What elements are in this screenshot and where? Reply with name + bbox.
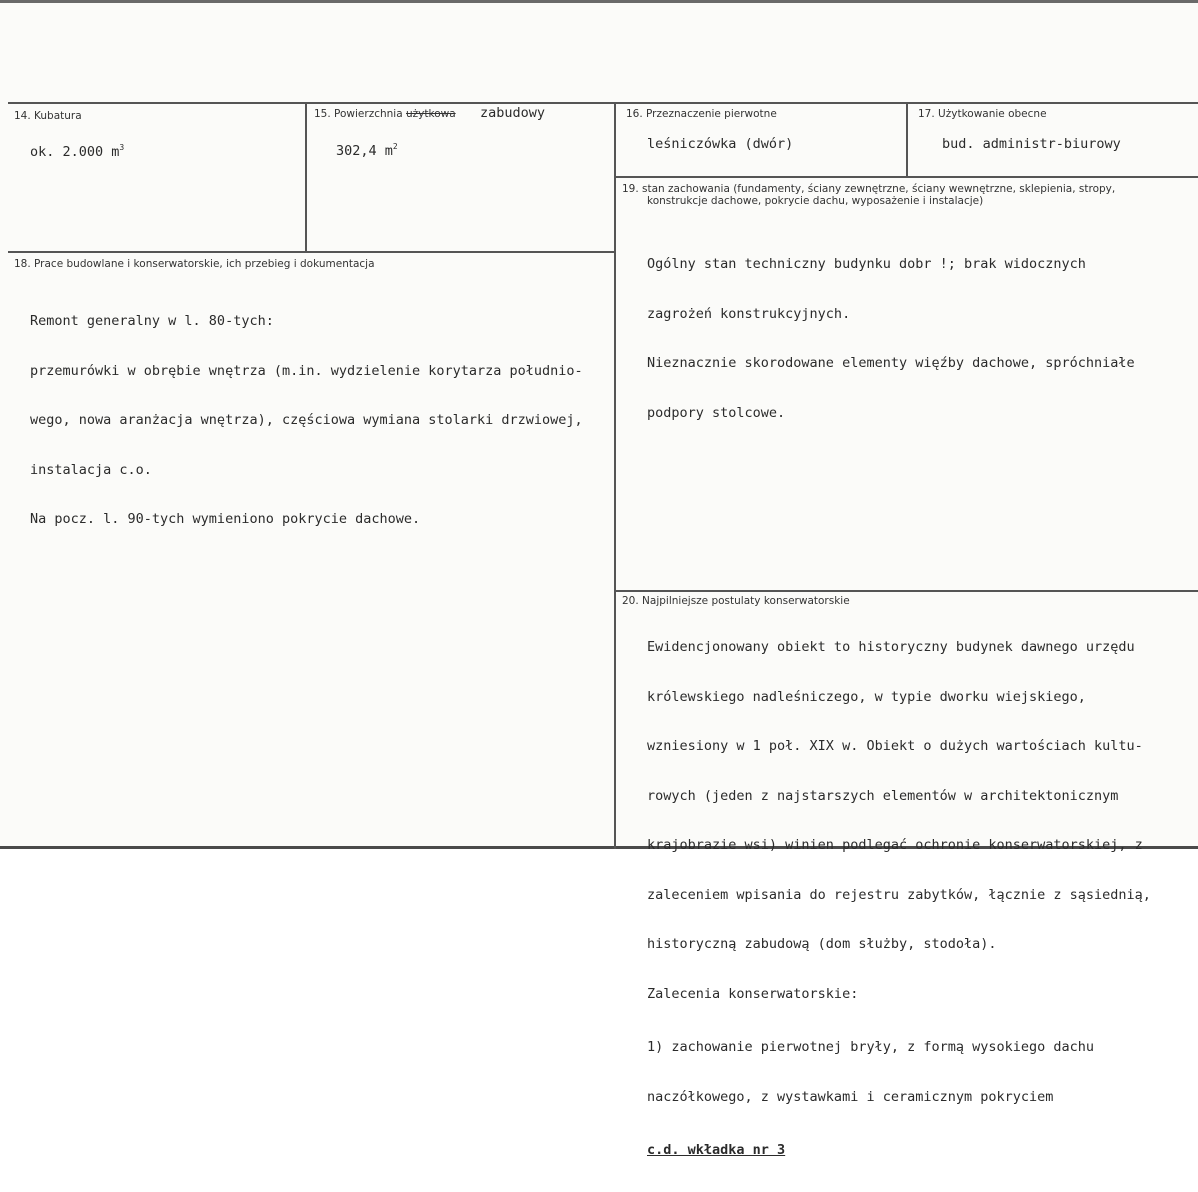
field-20-line: wzniesiony w 1 poł. XIX w. Obiekt o dużych wartościach kultu- — [647, 738, 1143, 754]
field-20-line: 1) zachowanie pierwotnej bryły, z formą wysokiego dachu — [647, 1039, 1095, 1055]
field-15-value: 302,4 $m^2$ — [336, 142, 398, 159]
field-18-line: instalacja c.o. — [30, 461, 152, 478]
field-18-text — [30, 280, 583, 561]
top-rule — [8, 102, 1198, 104]
field-19-label-line-1: 19. stan zachowania (fundamenty, ściany zewnętrzne, ściany wewnętrzne, sklepienia, stropy, — [622, 183, 1116, 195]
field-18-label: 18. Prace budowlane i konserwatorskie, ich przebieg i dokumentacja — [14, 258, 375, 270]
field-14-value: ok. 2.000 $m^3$ — [30, 143, 125, 160]
divider-14-15 — [305, 103, 307, 251]
field-19-line: Nieznacznie skorodowane elementy więźby dachowe, spróchniałe — [647, 355, 1135, 371]
field-15-label-typed: zabudowy — [480, 105, 546, 121]
field-15-label-struck: użytkowa — [406, 108, 456, 120]
rule-under-14-15 — [8, 251, 614, 253]
field-20-line: krajobrazie wsi) winien podlegać ochronie konserwatorskiej, z — [647, 837, 1143, 853]
field-19-text — [647, 223, 1135, 454]
field-19-line: podpory stolcowe. — [647, 404, 786, 421]
field-18-line: przemurówki w obrębie wnętrza (m.in. wydzielenie korytarza południo- — [30, 362, 583, 379]
field-14-label: 14. Kubatura — [14, 110, 82, 122]
rule-under-16-17 — [615, 176, 1198, 178]
field-18-line: wego, nowa aranżacja wnętrza), częściowa wymiana stolarki drzwiowej, — [30, 412, 583, 428]
rule-above-20 — [615, 590, 1198, 592]
field-20-line: historyczną zabudową (dom służby, stodoła). — [647, 936, 997, 952]
field-15-label — [314, 108, 456, 120]
field-19-label-line-2: konstrukcje dachowe, pokrycie dachu, wyposażenie i instalacje) — [647, 195, 984, 207]
field-20-line: rowych (jeden z najstarszych elementów w architektonicznym — [647, 787, 1119, 804]
field-17-value: bud. administr-biurowy — [942, 136, 1121, 152]
field-20-line: Zalecenia konserwatorskie: — [647, 985, 859, 1002]
field-16-value: leśniczówka (dwór) — [647, 136, 794, 152]
field-17-label: 17. Użytkowanie obecne — [918, 108, 1047, 120]
divider-16-17 — [906, 103, 908, 176]
field-20-text — [647, 606, 1151, 1192]
field-16-label: 16. Przeznaczenie pierwotne — [626, 108, 777, 120]
field-18-line: Remont generalny w l. 80-tych: — [30, 313, 274, 329]
field-19-label — [622, 183, 1115, 207]
field-15-label-prefix: 15. Powierzchnia — [314, 108, 403, 120]
field-20-label: 20. Najpilniejsze postulaty konserwatorskie — [622, 595, 850, 607]
field-19-line: Ogólny stan techniczny budynku dobr !; brak widocznych — [647, 256, 1086, 272]
field-19-line: zagrożeń konstrukcyjnych. — [647, 305, 851, 322]
field-18-line: Na pocz. l. 90-tych wymieniono pokrycie dachowe. — [30, 511, 421, 527]
field-20-line: naczółkowego, z wystawkami i ceramicznym pokryciem — [647, 1088, 1054, 1105]
field-20-line: zaleceniem wpisania do rejestru zabytków, łącznie z sąsiednią, — [647, 886, 1151, 903]
continuation-note: c.d. wkładka nr 3 — [647, 1142, 786, 1158]
field-20-line: Ewidencjonowany obiekt to historyczny budynek dawnego urzędu — [647, 639, 1135, 655]
field-20-line: królewskiego nadleśniczego, w typie dworku wiejskiego, — [647, 688, 1086, 705]
divider-main — [614, 103, 616, 849]
